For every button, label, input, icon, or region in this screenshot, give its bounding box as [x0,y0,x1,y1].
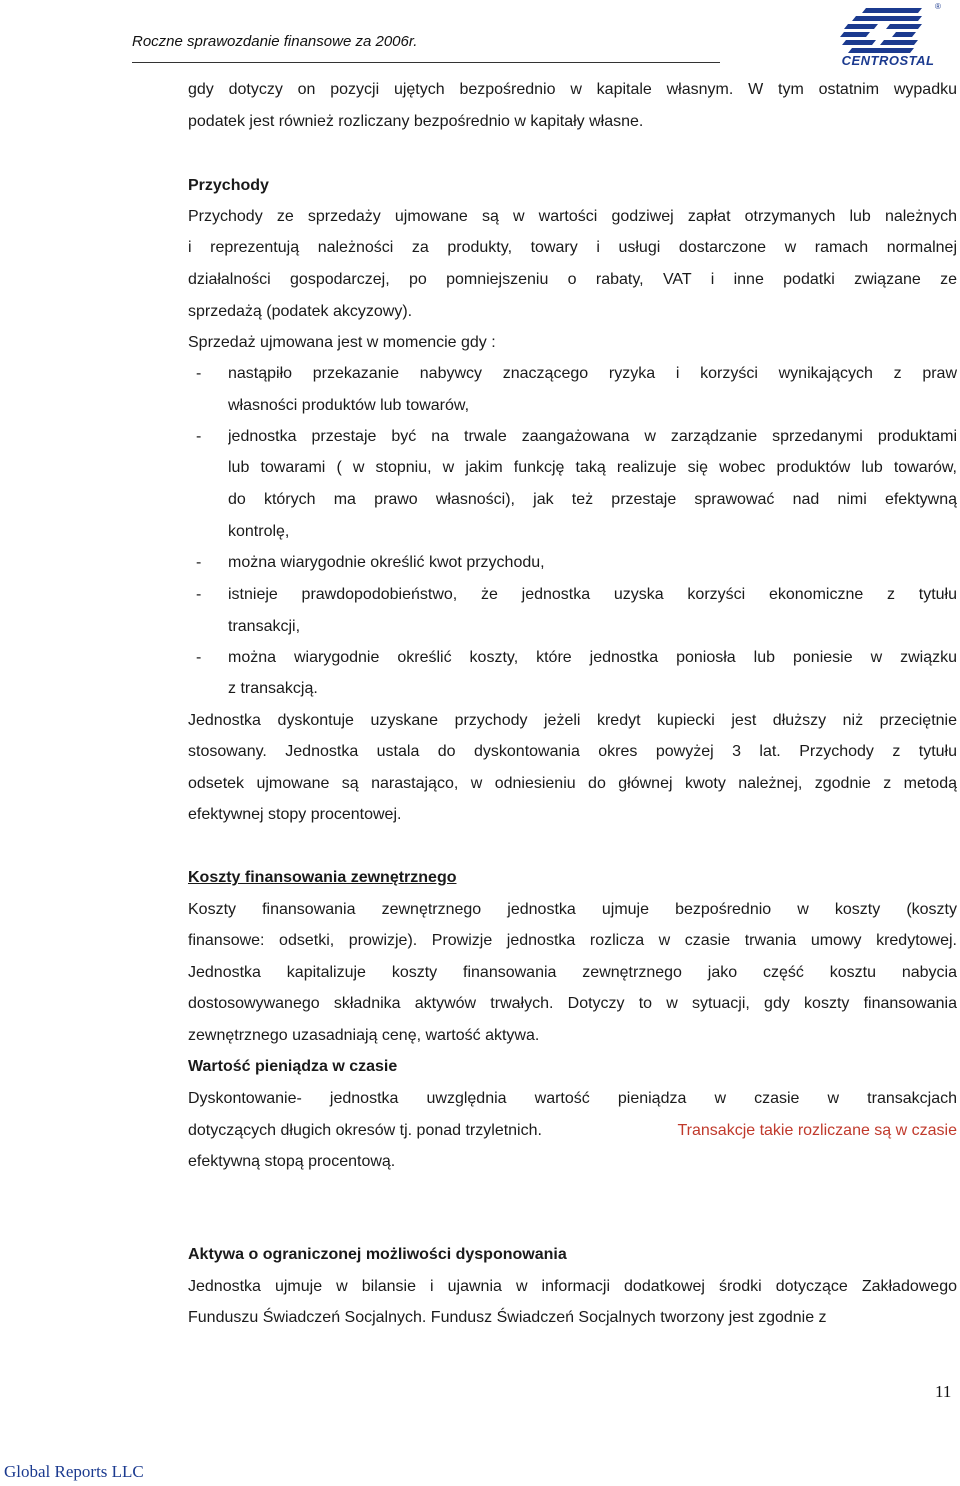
text-line: własności produktów lub towarów, [228,397,470,414]
text-line: zewnętrznego uzasadniają cenę, wartość aktywa. [188,1027,540,1044]
text-line: Jednostka dyskontuje uzyskane przychody jeżeli kredyt kupiecki jest dłuższy niż przeciętnie [188,712,957,729]
text-line: Jednostka kapitalizuje koszty finansowania zewnętrznego jako część kosztu nabycia [188,964,957,981]
list-bullet: - [196,428,202,445]
footer-source: Global Reports LLC [4,1462,144,1481]
list-item-text: istnieje prawdopodobieństwo, że jednostka uzyska korzyści ekonomiczne z tytułu [228,586,957,603]
list-item-text: jednostka przestaje być na trwale zaangażowana w zarządzanie sprzedanymi produktami [228,428,957,445]
text-line: efektywnej stopy procentowej. [188,806,402,823]
text-line: Sprzedaż ujmowana jest w momencie gdy : [188,334,496,351]
text-line [188,1121,957,1141]
document-header-title: Roczne sprawozdanie finansowe za 2006r. [132,33,418,50]
text-line: Funduszu Świadczeń Socjalnych. Fundusz Świadczeń Socjalnych tworzony jest zgodnie z [188,1309,827,1326]
header-divider [132,62,720,63]
text-line: odsetek ujmowane są narastająco, w odniesieniu do głównej kwoty należnej, zgodnie z metodą [188,775,957,792]
text-segment: dotyczących długich okresów tj. ponad trzyletnich. [188,1122,542,1139]
section-heading-przychody: Przychody [188,177,269,194]
text-line: Jednostka ujmuje w bilansie i ujawnia w informacji dodatkowej środki dotyczące Zakładowego [188,1278,957,1295]
list-bullet: - [196,586,202,603]
list-item-text: można wiarygodnie określić koszty, które jednostka poniosła lub poniesie w związku [228,649,957,666]
section-heading-aktywa: Aktywa o ograniczonej możliwości dysponowania [188,1246,567,1263]
text-line: efektywną stopą procentową. [188,1153,396,1170]
text-line: do których ma prawo własności), jak też przestaje sprawować nad nimi efektywną [228,491,957,508]
list-bullet: - [196,365,202,382]
text-line: i reprezentują należności za produkty, towary i usługi dostarczone w ramach normalnej [188,239,957,256]
text-line: gdy dotyczy on pozycji ujętych bezpośrednio w kapitale własnym. W tym ostatnim wypadku [188,81,957,98]
text-line: Dyskontowanie- jednostka uwzględnia wartość pieniądza w czasie w transakcjach [188,1090,957,1107]
section-heading-koszty: Koszty finansowania zewnętrznego [188,869,457,886]
text-line: dostosowywanego składnika aktywów trwałych. Dotyczy to w sytuacji, gdy koszty finansowania [188,995,957,1012]
logo-wordmark: CENTROSTAL [841,53,935,68]
page-number: 11 [935,1382,952,1401]
text-line: Przychody ze sprzedaży ujmowane są w wartości godziwej zapłat otrzymanych lub należnych [188,208,957,225]
list-item-text: można wiarygodnie określić kwot przychodu, [228,554,545,571]
section-heading-wartosc: Wartość pieniądza w czasie [188,1058,398,1075]
text-line: działalności gospodarczej, po pomniejszeniu o rabaty, VAT i inne podatki związane ze [188,271,957,288]
text-line: transakcji, [228,618,301,635]
text-segment-highlighted: Transakcje takie rozliczane są w czasie [677,1122,957,1139]
text-line: stosowany. Jednostka ustala do dyskontowania okres powyżej 3 lat. Przychody z tytułu [188,743,957,760]
text-line: sprzedażą (podatek akcyzowy). [188,303,413,320]
text-line: podatek jest również rozliczany bezpośrednio w kapitały własne. [188,113,644,130]
text-line: Koszty finansowania zewnętrznego jednostka ujmuje bezpośrednio w koszty (koszty [188,901,957,918]
list-item-text: nastąpiło przekazanie nabywcy znaczącego ryzyka i korzyści wynikających z praw [228,365,957,382]
text-line: kontrolę, [228,523,290,540]
list-bullet: - [196,554,202,571]
text-line: finansowe: odsetki, prowizje). Prowizje jednostka rozlicza w czasie trwania umowy kredytowej. [188,932,957,949]
text-line: lub towarami ( w stopniu, w jakim funkcję taką realizuje się wobec produktów lub towarów, [228,459,957,476]
text-line: z transakcją. [228,680,318,697]
list-bullet: - [196,649,202,666]
registered-mark: ® [935,2,941,11]
